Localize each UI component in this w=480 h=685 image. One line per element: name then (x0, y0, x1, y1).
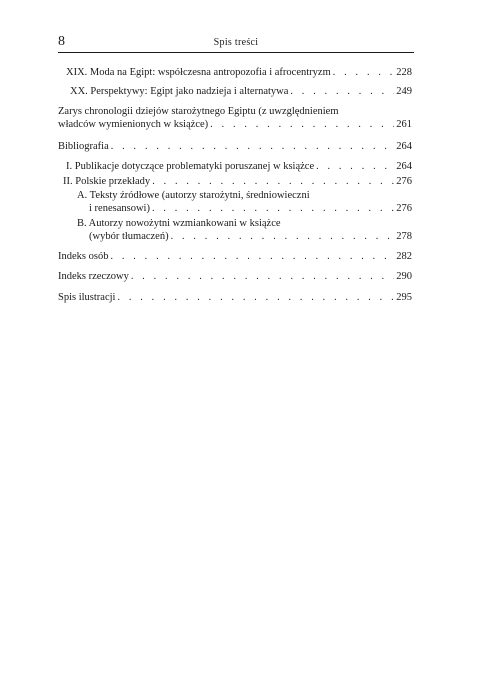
toc-entry-xix[interactable] (66, 66, 412, 79)
toc-entry-page: 276 (396, 176, 412, 187)
toc-leader-dots (131, 270, 394, 283)
toc-entry-label-line1: B. Autorzy nowożytni wzmiankowani w książce (77, 218, 281, 229)
toc-entry-bibliography[interactable] (58, 140, 412, 153)
toc-leader-dots (110, 250, 394, 263)
toc-leader-dots (333, 66, 395, 79)
toc-entry-chronology[interactable] (58, 105, 412, 131)
toc-entry-label: władców wymienionych w książce) (58, 119, 209, 130)
toc-entry-label-line1: Zarys chronologii dziejów starożytnego Egiptu (z uwzględnieniem (58, 106, 339, 117)
toc-entry-illustrations[interactable] (58, 291, 412, 304)
toc-entry-page: 261 (396, 119, 412, 130)
toc-entry-index-persons[interactable] (58, 250, 412, 263)
toc-leader-dots (290, 85, 394, 98)
page-header (58, 34, 414, 53)
toc-entry-label: i renesansowi) (89, 203, 150, 214)
toc-leader-dots (171, 230, 395, 243)
toc-entry-page: 278 (396, 231, 412, 242)
toc-leader-dots (111, 140, 395, 153)
toc-entry-label: XIX. Moda na Egipt: współczesna antropozofia i afrocentryzm (66, 67, 331, 78)
toc-entry-page: 264 (396, 161, 412, 172)
page-number: 8 (58, 34, 65, 49)
toc-entry-page: 290 (396, 271, 412, 282)
toc-entry-page: 228 (396, 67, 412, 78)
toc-entry-label: Spis ilustracji (58, 292, 116, 303)
toc-entry-label: II. Polskie przekłady (63, 176, 151, 187)
toc-entry-label-line1: A. Teksty źródłowe (autorzy starożytni, średniowieczni (77, 190, 310, 201)
toc-leader-dots (117, 291, 394, 304)
toc-entry-label: Indeks rzeczowy (58, 271, 129, 282)
toc-entry-xx[interactable] (70, 85, 412, 98)
toc-entry-polish-translations[interactable] (63, 175, 412, 188)
toc-entry-page: 282 (396, 251, 412, 262)
toc-entry-index-subjects[interactable] (58, 270, 412, 283)
toc-entry-source-texts[interactable] (77, 189, 412, 215)
toc-entry-modern-authors[interactable] (77, 217, 412, 243)
toc-leader-dots (152, 202, 394, 215)
toc-entry-page: 276 (396, 203, 412, 214)
toc-leader-dots (316, 160, 394, 173)
toc-entry-label: XX. Perspektywy: Egipt jako nadzieja i alternatywa (70, 86, 289, 97)
toc-entry-label: I. Publikacje dotyczące problematyki poruszanej w książce (66, 161, 315, 172)
toc-entry-label: Indeks osób (58, 251, 109, 262)
toc-entry-publications[interactable] (66, 160, 412, 173)
toc-entry-label: (wybór tłumaczeń) (89, 231, 169, 242)
toc-entry-page: 264 (396, 141, 412, 152)
running-title: Spis treści (213, 37, 259, 48)
toc-entry-label: Bibliografia (58, 141, 109, 152)
toc-entry-page: 295 (396, 292, 412, 303)
toc-leader-dots (152, 175, 394, 188)
toc-leader-dots (210, 118, 394, 131)
toc-entry-page: 249 (396, 86, 412, 97)
